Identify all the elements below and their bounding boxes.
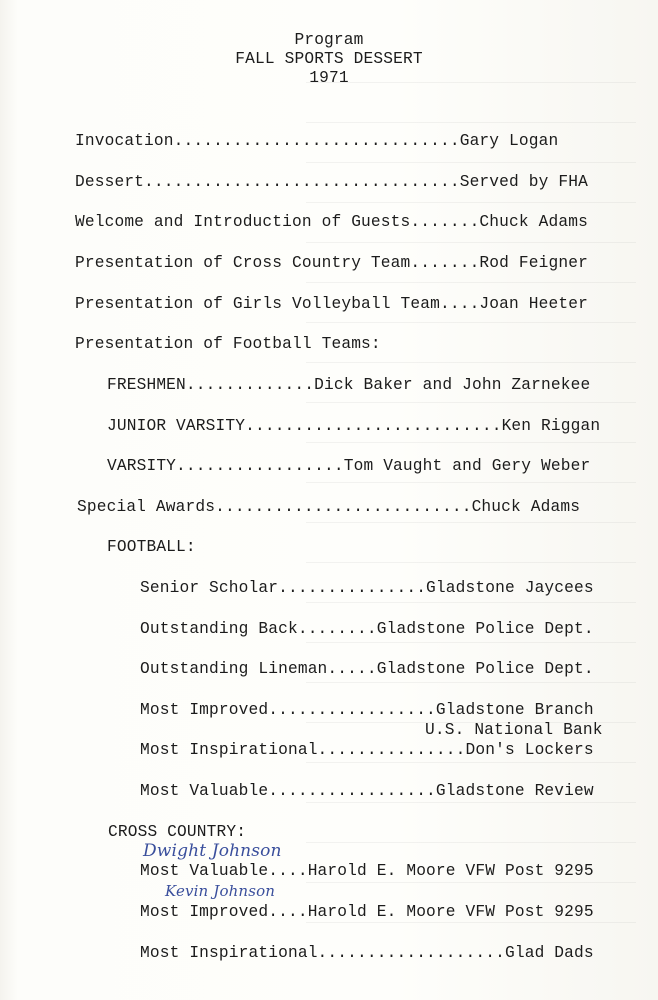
most-improved-cc-line: Most Improved....Harold E. Moore VFW Post 9295	[140, 903, 594, 921]
special-awards-line: Special Awards..........................Chuck Adams	[77, 498, 581, 516]
handwritten-name-most-improved: Kevin Johnson	[165, 882, 276, 900]
volleyball-presentation-line: Presentation of Girls Volleyball Team....Joan Heeter	[75, 295, 588, 313]
senior-scholar-line: Senior Scholar...............Gladstone Jaycees	[140, 579, 594, 597]
invocation-line: Invocation.............................Gary Logan	[75, 132, 559, 150]
cross-country-heading: CROSS COUNTRY:	[108, 823, 247, 841]
handwritten-name-most-valuable: Dwight Johnson	[143, 841, 282, 861]
varsity-line: VARSITY.................Tom Vaught and Gery Weber	[107, 457, 591, 475]
junior-varsity-line: JUNIOR VARSITY..........................Ken Riggan	[107, 417, 601, 435]
most-valuable-football-line: Most Valuable.................Gladstone Review	[140, 782, 594, 800]
football-teams-heading: Presentation of Football Teams:	[75, 335, 381, 353]
outstanding-back-line: Outstanding Back........Gladstone Police Dept.	[140, 620, 594, 638]
cross-country-presentation-line: Presentation of Cross Country Team.......Rod Feigner	[75, 254, 588, 272]
most-valuable-cc-line: Most Valuable....Harold E. Moore VFW Post 9295	[140, 862, 594, 880]
event-year: 1971	[309, 69, 349, 87]
most-improved-football-sponsor-cont: U.S. National Bank	[425, 721, 603, 739]
most-improved-football-line: Most Improved.................Gladstone Branch	[140, 701, 594, 719]
outstanding-lineman-line: Outstanding Lineman.....Gladstone Police Dept.	[140, 660, 594, 678]
football-heading: FOOTBALL:	[107, 538, 196, 556]
welcome-line: Welcome and Introduction of Guests.......Chuck Adams	[75, 213, 588, 231]
program-heading: Program	[294, 31, 364, 49]
most-inspirational-football-line: Most Inspirational...............Don's Lockers	[140, 741, 594, 759]
dessert-line: Dessert................................Served by FHA	[75, 173, 588, 191]
most-inspirational-cc-line: Most Inspirational...................Glad Dads	[140, 944, 594, 962]
freshmen-line: FRESHMEN.............Dick Baker and John Zarnekee	[107, 376, 591, 394]
event-title: FALL SPORTS DESSERT	[235, 50, 423, 68]
